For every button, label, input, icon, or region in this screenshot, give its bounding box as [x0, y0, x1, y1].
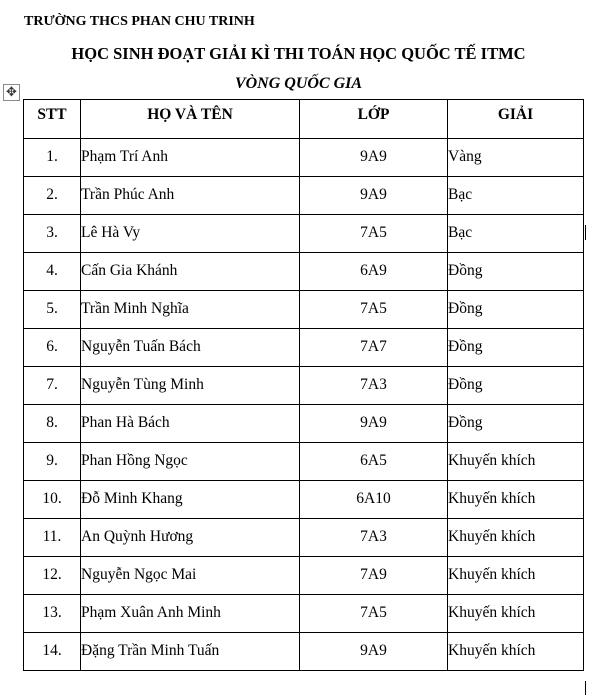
cell-name: Phạm Trí Anh	[81, 139, 300, 177]
column-header-prize: GIẢI	[448, 100, 584, 139]
cell-class: 7A5	[300, 215, 448, 253]
cell-name: Phạm Xuân Anh Minh	[81, 595, 300, 633]
table-row	[24, 253, 584, 291]
cell-stt: 2.	[24, 177, 81, 215]
cell-stt: 14.	[24, 633, 81, 671]
page-subtitle: VÒNG QUỐC GIA	[234, 75, 363, 92]
cell-prize: Khuyến khích	[448, 519, 584, 557]
table-row	[24, 215, 584, 253]
cell-class: 7A3	[300, 519, 448, 557]
cell-stt: 10.	[24, 481, 81, 519]
cell-name: Nguyễn Tuấn Bách	[81, 329, 300, 367]
cell-class: 6A9	[300, 253, 448, 291]
cell-prize: Đồng	[448, 329, 584, 367]
table-row	[24, 367, 584, 405]
cell-prize: Đồng	[448, 405, 584, 443]
table-row	[24, 443, 584, 481]
cell-prize: Khuyến khích	[448, 443, 584, 481]
table-header-row	[24, 100, 584, 139]
cell-class: 7A5	[300, 291, 448, 329]
cell-stt: 12.	[24, 557, 81, 595]
cell-stt: 7.	[24, 367, 81, 405]
cell-name: Cấn Gia Khánh	[81, 253, 300, 291]
table-row	[24, 291, 584, 329]
cell-class: 9A9	[300, 177, 448, 215]
table-row	[24, 595, 584, 633]
cell-class: 6A5	[300, 443, 448, 481]
cell-name: Đặng Trần Minh Tuấn	[81, 633, 300, 671]
table-row	[24, 177, 584, 215]
cell-prize: Khuyến khích	[448, 595, 584, 633]
table-row	[24, 557, 584, 595]
cell-stt: 13.	[24, 595, 81, 633]
cell-prize: Khuyến khích	[448, 481, 584, 519]
table-row	[24, 481, 584, 519]
cell-stt: 11.	[24, 519, 81, 557]
table-row	[24, 519, 584, 557]
text-cursor-mark	[585, 681, 586, 695]
cell-prize: Vàng	[448, 139, 584, 177]
page-title: HỌC SINH ĐOẠT GIẢI KÌ THI TOÁN HỌC QUỐC TẾ ITMC	[71, 44, 526, 63]
cell-stt: 1.	[24, 139, 81, 177]
cell-name: Trần Phúc Anh	[81, 177, 300, 215]
move-arrows-icon[interactable]: ✥	[3, 84, 20, 101]
cell-prize: Bạc	[448, 215, 584, 253]
text-cursor-mark	[585, 225, 586, 240]
cell-prize: Khuyến khích	[448, 633, 584, 671]
cell-stt: 4.	[24, 253, 81, 291]
cell-name: Đỗ Minh Khang	[81, 481, 300, 519]
cell-class: 7A9	[300, 557, 448, 595]
cell-name: Trần Minh Nghĩa	[81, 291, 300, 329]
column-header-class: LỚP	[300, 100, 448, 139]
column-header-name: HỌ VÀ TÊN	[81, 100, 300, 139]
cell-prize: Bạc	[448, 177, 584, 215]
cell-stt: 6.	[24, 329, 81, 367]
cell-stt: 5.	[24, 291, 81, 329]
cell-prize: Đồng	[448, 291, 584, 329]
cell-name: Phan Hồng Ngọc	[81, 443, 300, 481]
cell-class: 9A9	[300, 405, 448, 443]
table-row	[24, 329, 584, 367]
cell-class: 7A5	[300, 595, 448, 633]
cell-stt: 9.	[24, 443, 81, 481]
cell-class: 9A9	[300, 139, 448, 177]
column-header-stt: STT	[24, 100, 81, 139]
table-row	[24, 633, 584, 671]
cell-stt: 8.	[24, 405, 81, 443]
cell-name: Nguyễn Tùng Minh	[81, 367, 300, 405]
table-row	[24, 139, 584, 177]
cell-name: Lê Hà Vy	[81, 215, 300, 253]
results-table	[23, 99, 584, 671]
cell-name: Phan Hà Bách	[81, 405, 300, 443]
cell-prize: Khuyến khích	[448, 557, 584, 595]
cell-prize: Đồng	[448, 367, 584, 405]
cell-stt: 3.	[24, 215, 81, 253]
cell-class: 6A10	[300, 481, 448, 519]
cell-class: 7A3	[300, 367, 448, 405]
cell-class: 9A9	[300, 633, 448, 671]
school-name: TRƯỜNG THCS PHAN CHU TRINH	[24, 14, 255, 29]
cell-prize: Đồng	[448, 253, 584, 291]
cell-class: 7A7	[300, 329, 448, 367]
cell-name: An Quỳnh Hương	[81, 519, 300, 557]
cell-name: Nguyễn Ngọc Mai	[81, 557, 300, 595]
table-row	[24, 405, 584, 443]
